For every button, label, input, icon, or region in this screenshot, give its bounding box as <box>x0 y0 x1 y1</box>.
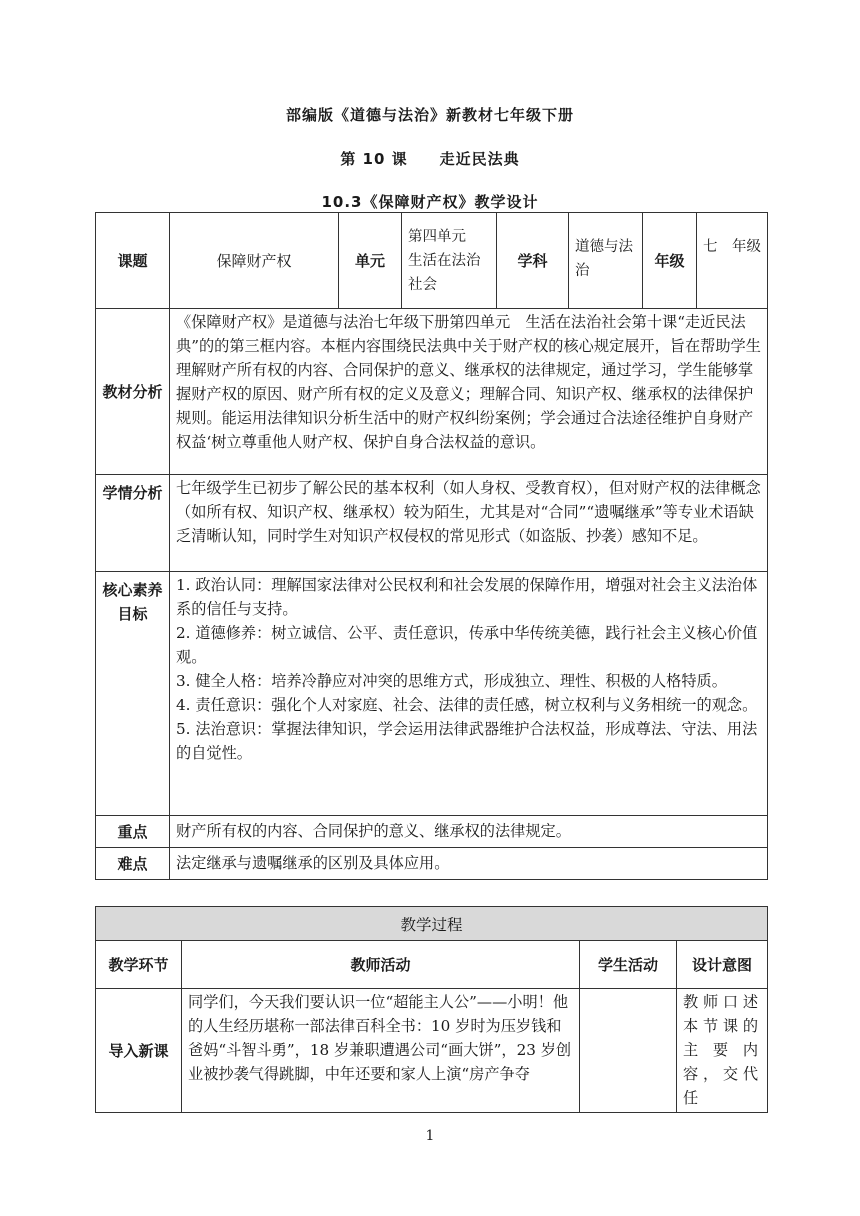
goal-item: 1. 政治认同：理解国家法律对公民权利和社会发展的保障作用，增强对社会主义法治体系的信任与支持。 <box>176 576 758 618</box>
subject-value: 道德与法治 <box>569 213 643 309</box>
teacher-activity-cell: 同学们，今天我们要认识一位“超能主人公”——小明！他的人生经历堪称一部法律百科全书：10 岁时为压岁钱和爸妈“斗智斗勇”，18 岁兼职遭遇公司“画大饼”，23 岁创业被抄袭气得跳脚，中年还要和家人上演“房产争夺 <box>182 989 580 1113</box>
subject-label: 学科 <box>497 213 569 309</box>
goal-item: 4. 责任意识：强化个人对家庭、社会、法律的责任感，树立权利与义务相统一的观念。 <box>176 696 758 714</box>
unit-value: 第四单元 生活在法治社会 <box>402 213 497 309</box>
page-number: 1 <box>425 1128 435 1144</box>
unit-label: 单元 <box>339 213 402 309</box>
grade-value: 七 年级 <box>697 213 768 309</box>
key-point-text: 财产所有权的内容、合同保护的意义、继承权的法律规定。 <box>170 816 768 848</box>
lesson-title: 第 10 课 走近民法典 <box>340 150 520 168</box>
teaching-process-table <box>95 906 768 1113</box>
material-analysis-text: 《保障财产权》是道德与法治七年级下册第四单元 生活在法治社会第十课“走近民法典”的的第三框内容。本框内容围绕民法典中关于财产权的核心规定展开，旨在帮助学生理解财产所有权的内容、合同保护的意义、继承权的法律规定，通过学习，学生能够掌握财产权的原因、财产所有权的定义及意义；理解合同、知识产权、继承权的法律保护规则。能运用法律知识分析生活中的财产权纠纷案例；学会通过合法途径维护自身财产权益‘树立尊重他人财产权、保护自身合法权益的意识。 <box>170 309 768 475</box>
topic-label: 课题 <box>96 213 170 309</box>
core-goals-label: 核心素养目标 <box>96 572 170 816</box>
learner-analysis-label: 学情分析 <box>96 475 170 572</box>
lesson-info-table <box>95 212 768 880</box>
design-intent-cell: 教师口述本节课的主要内容，交代任 <box>677 989 768 1113</box>
student-activity-cell <box>580 989 677 1113</box>
header-stage: 教学环节 <box>96 941 182 989</box>
goal-item: 5. 法治意识：掌握法律知识，学会运用法律武器维护合法权益，形成尊法、守法、用法的自觉性。 <box>176 720 758 762</box>
core-goals-list <box>170 572 768 816</box>
key-point-label: 重点 <box>96 816 170 848</box>
goal-item: 3. 健全人格：培养冷静应对冲突的思维方式，形成独立、理性、积极的人格特质。 <box>176 672 727 690</box>
difficult-point-label: 难点 <box>96 848 170 880</box>
goal-item: 2. 道德修养：树立诚信、公平、责任意识，传承中华传统美德，践行社会主义核心价值观。 <box>176 624 758 666</box>
stage-cell: 导入新课 <box>96 989 182 1113</box>
difficult-point-text: 法定继承与遗嘱继承的区别及具体应用。 <box>170 848 768 880</box>
grade-label: 年级 <box>643 213 697 309</box>
process-title: 教学过程 <box>96 907 768 941</box>
design-title: 10.3《保障财产权》教学设计 <box>321 193 539 211</box>
topic-value: 保障财产权 <box>170 213 339 309</box>
header-teacher-activity: 教师活动 <box>182 941 580 989</box>
learner-analysis-text: 七年级学生已初步了解公民的基本权利（如人身权、受教育权），但对财产权的法律概念（如所有权、知识产权、继承权）较为陌生，尤其是对“合同”“遗嘱继承”等专业术语缺乏清晰认知，同时学生对知识产权侵权的常见形式（如盗版、抄袭）感知不足。 <box>170 475 768 572</box>
material-analysis-label: 教材分析 <box>96 309 170 475</box>
document-title: 部编版《道德与法治》新教材七年级下册 <box>285 106 574 124</box>
header-design-intent: 设计意图 <box>677 941 768 989</box>
header-student-activity: 学生活动 <box>580 941 677 989</box>
